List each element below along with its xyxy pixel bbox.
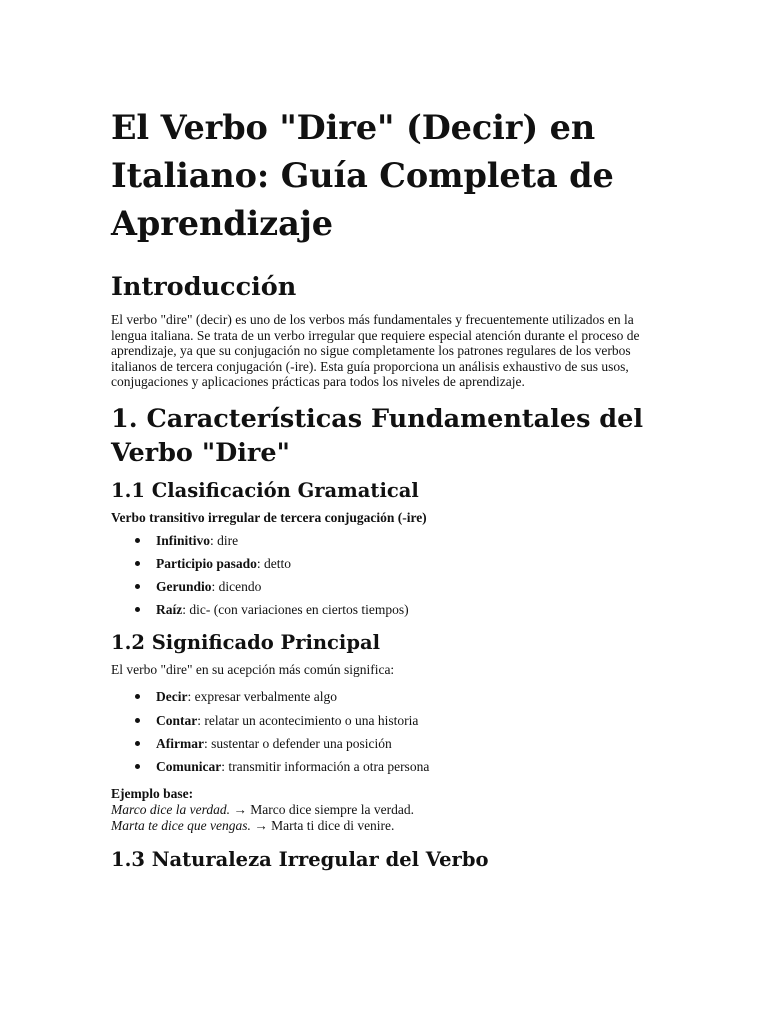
list-item: Contar: relatar un acontecimiento o una historia [156,713,671,729]
classification-list [111,533,671,618]
list-item: Decir: expresar verbalmente algo [156,689,671,705]
list-item: Comunicar: transmitir información a otra persona [156,759,671,775]
example-line: Marco dice la verdad. → Marco dice siempre la verdad. [111,801,415,817]
bullet-icon [135,561,140,566]
meaning-list [111,689,671,774]
example-line: Marta te dice que vengas. → Marta ti dice di venire. [111,817,395,833]
list-item: Participio pasado: detto [156,556,671,572]
section-1-heading: 1. Características Fundamentales del Verbo "Dire" [111,403,644,468]
bullet-icon [135,584,140,589]
bullet-icon [135,607,140,612]
intro-heading: Introducción [111,272,297,302]
example-block [111,786,671,833]
bullet-icon [135,764,140,769]
section-1-1-heading: 1.1 Clasificación Gramatical [111,478,419,502]
list-item: Raíz: dic- (con variaciones en ciertos tiempos) [156,602,671,618]
list-item: Afirmar: sustentar o defender una posición [156,736,671,752]
section-1-2-heading: 1.2 Significado Principal [111,630,381,654]
bullet-icon [135,538,140,543]
bullet-icon [135,718,140,723]
document-title: El Verbo "Dire" (Decir) en Italiano: Guía Completa de Aprendizaje [111,108,614,243]
bullet-icon [135,741,140,746]
list-item: Gerundio: dicendo [156,579,671,595]
example-label: Ejemplo base: [111,786,194,802]
bullet-icon [135,694,140,699]
intro-paragraph: El verbo "dire" (decir) es uno de los verbos más fundamentales y frecuentemente utilizados en la lengua italiana. Se trata de un verbo irregular que requiere especial atención durante el proceso de aprendizaje, ya que su conjugación no sigue completamente los patrones regulares de los verbos italianos de tercera conjugación (-ire). Esta guía proporciona un análisis exhaustivo de sus usos, conjugaciones y aplicaciones prácticas para todos los niveles de aprendizaje. [111,312,640,390]
section-1-2-lead: El verbo "dire" en su acepción más común significa: [111,661,395,677]
section-1-3-heading: 1.3 Naturaleza Irregular del Verbo [111,848,489,872]
list-item: Infinitivo: dire [156,533,671,549]
section-1-1-subtitle: Verbo transitivo irregular de tercera conjugación (-ire) [111,509,427,525]
